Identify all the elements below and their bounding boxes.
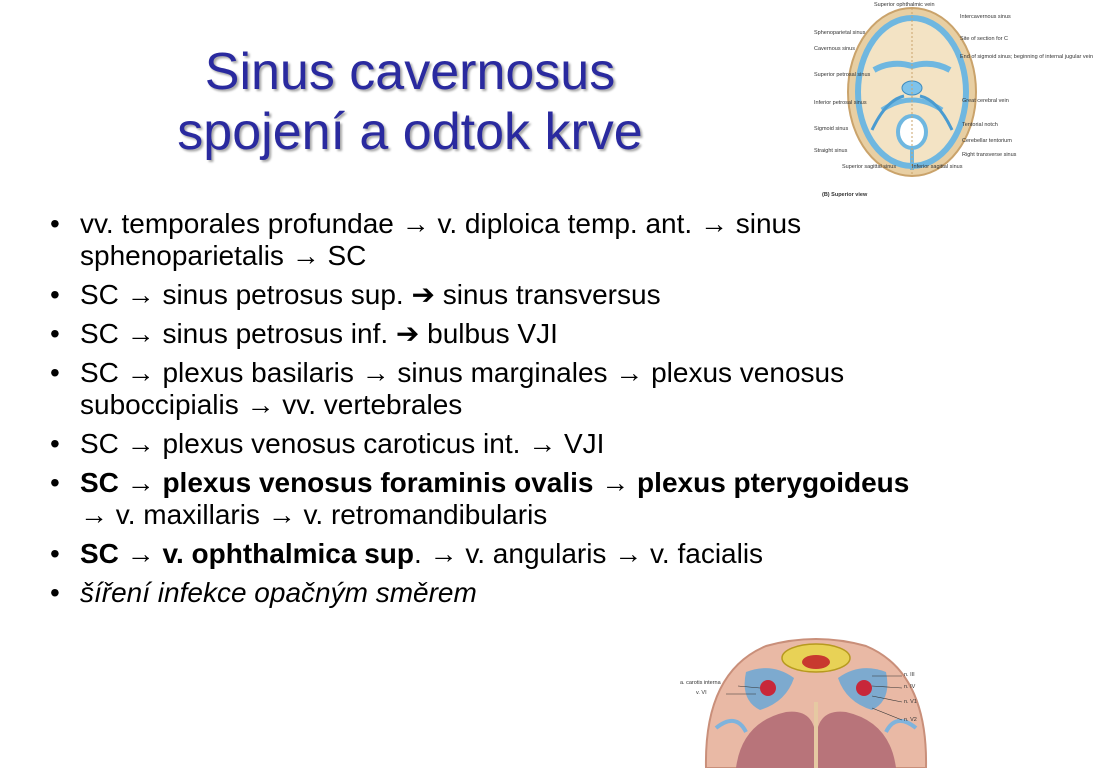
label-tentorial-notch: Tentorial notch bbox=[962, 122, 998, 128]
label-cerebellar-tentorium: Cerebellar tentorium bbox=[962, 138, 1012, 144]
bullet-item bbox=[42, 467, 942, 531]
label-inferior-petrosal: Inferior petrosal sinus bbox=[814, 100, 867, 106]
bullet-item bbox=[42, 538, 942, 570]
label-site-of-section: Site of section for C bbox=[960, 36, 1008, 42]
bullet-text: SC → v. ophthalmica sup bbox=[80, 538, 414, 569]
label-n-v2: n. V2 bbox=[904, 717, 917, 723]
bullet-item bbox=[42, 428, 942, 460]
figure-caption: (B) Superior view bbox=[822, 192, 868, 198]
label-inferior-sagittal: Inferior sagittal sinus bbox=[912, 164, 963, 170]
bullet-item bbox=[42, 279, 942, 311]
title-line-1: Sinus cavernosus bbox=[204, 43, 616, 101]
bullet-item bbox=[42, 357, 942, 421]
label-n-iii: n. III bbox=[904, 672, 915, 678]
title-line-2: spojení a odtok krve bbox=[177, 103, 643, 161]
dural-sinuses-figure bbox=[812, 0, 1093, 206]
label-right-transverse: Right transverse sinus bbox=[962, 152, 1017, 158]
label-great-cerebral: Great cerebral vein bbox=[962, 98, 1009, 104]
bullet-text: → v. maxillaris → v. retromandibularis bbox=[80, 499, 548, 530]
bullet-text: SC → sinus petrosus sup. ➔ sinus transversus bbox=[80, 279, 661, 310]
label-superior-petrosal: Superior petrosal sinus bbox=[814, 72, 871, 78]
cavernous-sinus-section-figure bbox=[676, 632, 956, 768]
bullet-text: SC → plexus venosus caroticus int. → VJI bbox=[80, 428, 605, 459]
label-sigmoid: Sigmoid sinus bbox=[814, 126, 849, 132]
bullet-text: šíření infekce opačným směrem bbox=[80, 577, 477, 608]
label-sphenoparietal: Sphenoparietal sinus bbox=[814, 30, 866, 36]
bullet-text: SC → sinus petrosus inf. ➔ bulbus VJI bbox=[80, 318, 558, 349]
bullet-text: SC → plexus basilaris → sinus marginales → plexus venosus suboccipialis → vv. vertebrales bbox=[80, 357, 845, 420]
bullet-list bbox=[42, 208, 942, 616]
label-v-vi: v. VI bbox=[696, 690, 707, 696]
label-n-iv: n. IV bbox=[904, 684, 916, 690]
bullet-item bbox=[42, 318, 942, 350]
label-end-sigmoid: End of sigmoid sinus; beginning of internal jugular vein bbox=[960, 54, 1093, 60]
bullet-item bbox=[42, 577, 942, 609]
label-intercavernous: Intercavernous sinus bbox=[960, 14, 1011, 20]
bullet-text: . → v. angularis → v. facialis bbox=[413, 538, 764, 569]
bullet-text: vv. temporales profundae → v. diploica temp. ant. → sinus sphenoparietalis → SC bbox=[80, 208, 802, 271]
label-sup-ophthalmic: Superior ophthalmic vein bbox=[874, 2, 935, 8]
bullet-text: SC → plexus venosus foraminis ovalis → plexus pterygoideus bbox=[80, 467, 910, 498]
label-a-carotis-interna: a. carotis interna bbox=[680, 680, 721, 686]
label-cavernous: Cavernous sinus bbox=[814, 46, 855, 52]
slide-title bbox=[0, 42, 820, 162]
bullet-item bbox=[42, 208, 942, 272]
label-superior-sagittal: Superior sagittal sinus bbox=[842, 164, 897, 170]
label-n-v1: n. V1 bbox=[904, 699, 917, 705]
label-straight: Straight sinus bbox=[814, 148, 848, 154]
